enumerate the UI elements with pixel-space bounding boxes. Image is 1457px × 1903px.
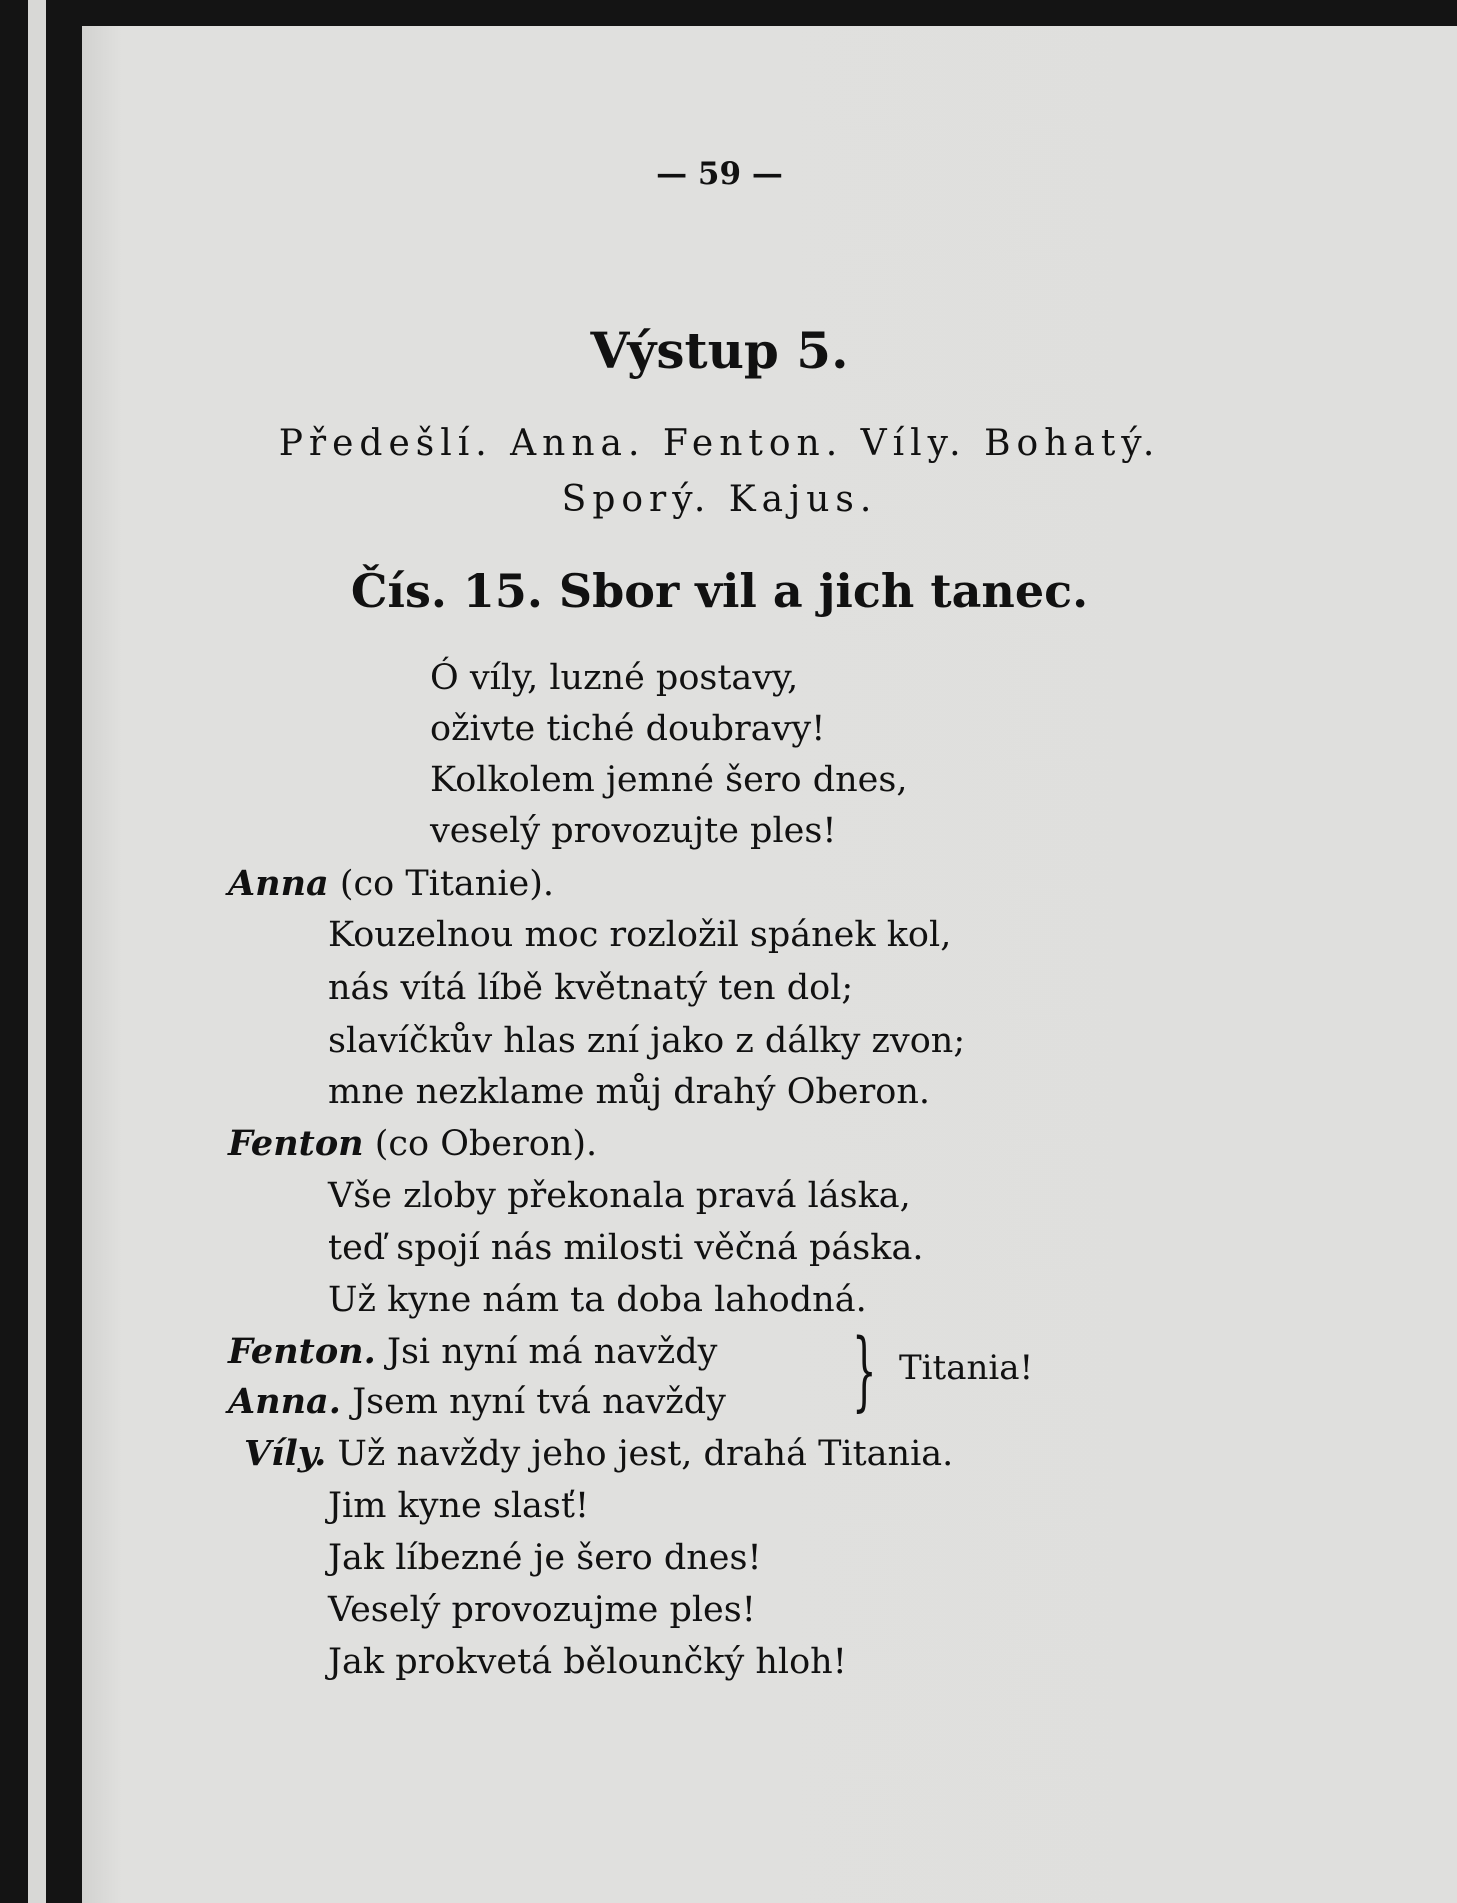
shared-word: Titania! xyxy=(899,1348,1034,1388)
verse-line: slavíčkův hlas zní jako z dálky zvon; xyxy=(328,1021,966,1061)
chorus-line: oživte tiché doubravy! xyxy=(430,709,826,749)
duet-line xyxy=(228,1332,717,1372)
speaker-heading xyxy=(228,864,554,904)
verse-line: Už navždy jeho jest, drahá Titania. xyxy=(337,1434,954,1474)
stage-direction: (co Oberon). xyxy=(374,1124,598,1164)
binding-edge xyxy=(28,0,46,1903)
speaker-name: Fenton. xyxy=(228,1331,376,1372)
chorus-line: Kolkolem jemné šero dnes, xyxy=(430,760,908,800)
verse-line: teď spojí nás milosti věčná páska. xyxy=(328,1228,924,1268)
number-title: Čís. 15. Sbor vil a jich tanec. xyxy=(350,564,1089,618)
book-page xyxy=(82,26,1457,1903)
speaker-name: Fenton xyxy=(228,1123,364,1164)
stage-direction: (co Titanie). xyxy=(339,864,555,904)
verse-line: Jak líbezné je šero dnes! xyxy=(328,1538,762,1578)
page-number: — 59 — xyxy=(656,156,783,192)
speaker-name: Anna. xyxy=(228,1381,341,1422)
scene-title: Výstup 5. xyxy=(590,321,849,380)
chorus-line: veselý provozujte ples! xyxy=(430,811,837,851)
chorus-line: Ó víly, luzné postavy, xyxy=(430,658,799,698)
duet-line xyxy=(228,1382,726,1422)
brace-symbol: } xyxy=(852,1321,877,1421)
speaker-heading xyxy=(228,1124,597,1164)
verse-line: Vše zloby překonala pravá láska, xyxy=(328,1176,911,1216)
cast-list xyxy=(82,416,1357,528)
verse-line: Už kyne nám ta doba lahodná. xyxy=(328,1280,867,1320)
speaker-heading xyxy=(244,1434,953,1474)
speaker-name: Anna xyxy=(228,863,329,904)
verse-line: Jim kyne slasť! xyxy=(328,1486,590,1526)
duet-text: Jsi nyní má navždy xyxy=(386,1332,718,1372)
verse-line: nás vítá líbě květnatý ten dol; xyxy=(328,968,854,1008)
duet-text: Jsem nyní tvá navždy xyxy=(352,1382,726,1422)
speaker-name: Víly. xyxy=(244,1433,327,1474)
verse-line: mne nezklame můj drahý Oberon. xyxy=(328,1072,930,1112)
verse-line: Veselý provozujme ples! xyxy=(328,1590,756,1630)
verse-line: Kouzelnou moc rozložil spánek kol, xyxy=(328,915,952,955)
cast-line-2: Sporý. Kajus. xyxy=(561,479,878,520)
verse-line: Jak prokvetá bělounčký hloh! xyxy=(328,1642,847,1682)
cast-line-1: Předešlí. Anna. Fenton. Víly. Bohatý. xyxy=(278,423,1161,464)
